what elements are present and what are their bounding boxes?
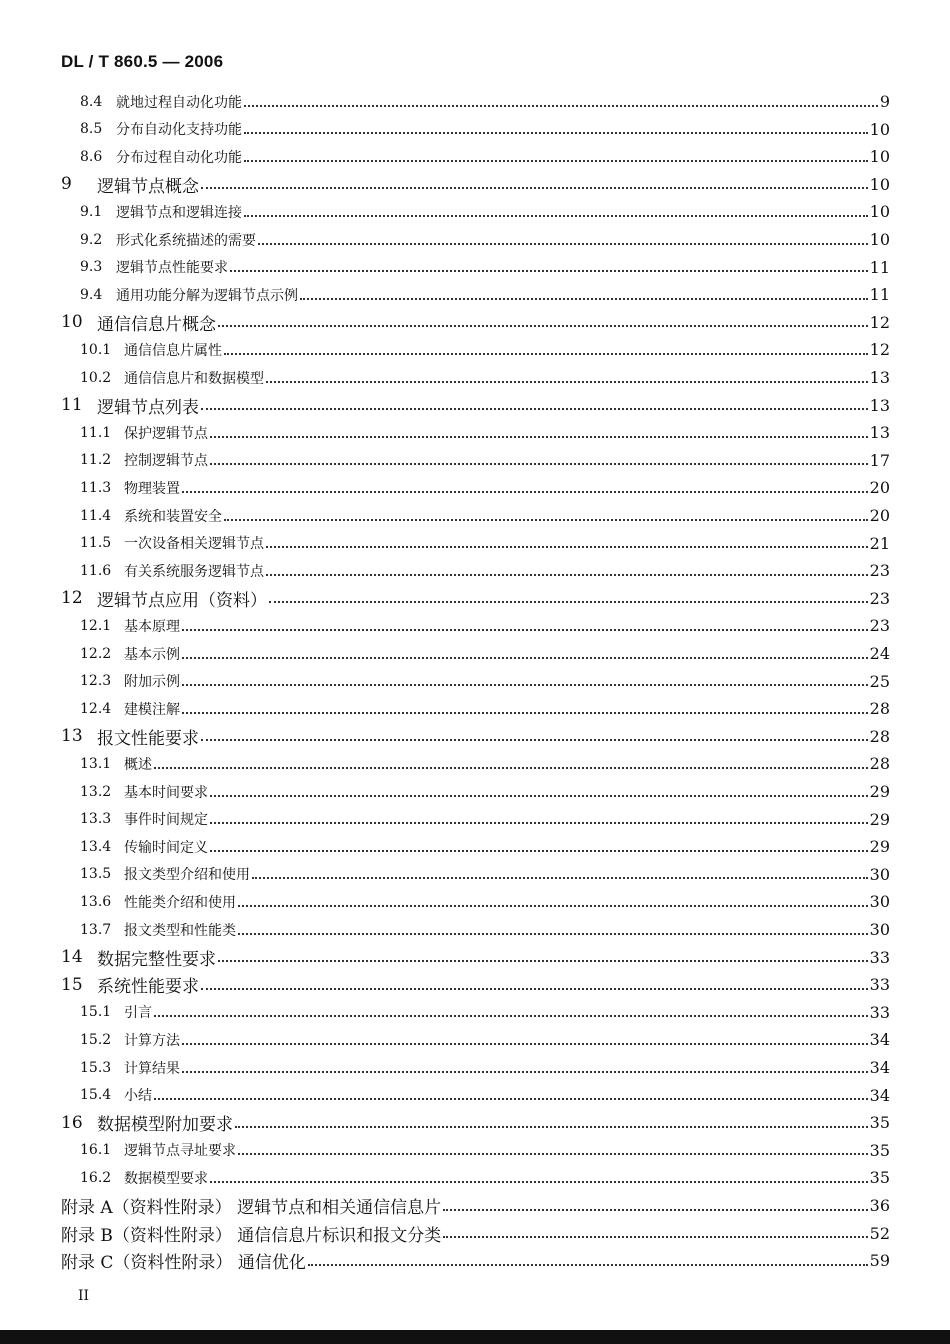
toc-dot-leader — [244, 130, 868, 134]
toc-entry-number: 13.4 — [80, 838, 112, 855]
page-number: II — [78, 1288, 90, 1304]
toc-dot-leader — [266, 572, 868, 576]
toc-entry-title: 基本原理 — [124, 618, 180, 635]
toc-dot-leader — [210, 848, 868, 852]
toc-section-entry[interactable] — [80, 116, 890, 143]
toc-entry-page: 33 — [869, 975, 890, 995]
document-code-header: DL / T 860.5 — 2006 — [61, 52, 224, 71]
toc-entry-title: 一次设备相关逻辑节点 — [124, 536, 264, 553]
toc-entry-page: 28 — [869, 699, 890, 719]
toc-dot-leader — [266, 544, 868, 548]
toc-entry-number: 10 — [61, 312, 83, 333]
toc-entry-number: 8.6 — [80, 148, 103, 165]
toc-section-entry[interactable] — [80, 1026, 890, 1053]
toc-entry-number: 12.4 — [80, 700, 112, 717]
toc-entry-title: 就地过程自动化功能 — [116, 94, 242, 111]
toc-entry-title: 保护逻辑节点 — [124, 425, 208, 442]
toc-entry-number: 10.1 — [80, 341, 112, 358]
toc-entry-page: 30 — [869, 864, 890, 884]
toc-entry-page: 11 — [869, 285, 890, 305]
toc-section-entry[interactable] — [80, 364, 890, 391]
toc-entry-number: 8.4 — [80, 93, 103, 110]
toc-section-entry[interactable] — [80, 861, 890, 888]
toc-dot-leader — [224, 351, 868, 355]
toc-section-entry[interactable] — [80, 419, 890, 446]
toc-entry-title: 计算方法 — [124, 1032, 180, 1049]
toc-entry-title: 系统性能要求 — [97, 977, 199, 998]
toc-entry-title: 报文性能要求 — [97, 728, 199, 749]
toc-entry-title: 建模注解 — [124, 701, 180, 718]
toc-entry-title: 分布过程自动化功能 — [116, 149, 242, 166]
toc-section-entry[interactable] — [80, 1137, 890, 1164]
toc-dot-leader — [258, 241, 868, 245]
toc-entry-title: 计算结果 — [124, 1060, 180, 1077]
toc-section-entry[interactable] — [80, 1082, 890, 1109]
toc-entry-title: 逻辑节点寻址要求 — [124, 1143, 236, 1160]
toc-dot-leader — [201, 406, 868, 410]
toc-entry-number: 11.1 — [80, 424, 112, 441]
toc-dot-leader — [238, 931, 868, 935]
toc-entry-title: 附录 B（资料性附录） 通信信息片标识和报文分类 — [61, 1225, 442, 1246]
toc-entry-page: 17 — [869, 450, 890, 470]
toc-entry-title: 逻辑节点列表 — [97, 397, 199, 418]
toc-entry-title: 逻辑节点应用（资料） — [97, 590, 267, 611]
toc-section-entry[interactable] — [80, 695, 890, 722]
toc-entry-page: 29 — [869, 809, 890, 829]
toc-entry-title: 形式化系统描述的需要 — [116, 232, 256, 249]
toc-entry-number: 11.5 — [80, 535, 112, 552]
toc-entry-title: 通信信息片属性 — [124, 342, 222, 359]
toc-entry-title: 性能类介绍和使用 — [124, 894, 236, 911]
toc-section-entry[interactable] — [80, 198, 890, 225]
toc-entry-page: 35 — [869, 1168, 890, 1188]
toc-section-entry[interactable] — [80, 888, 890, 915]
toc-entry-number: 16 — [61, 1112, 83, 1133]
toc-dot-leader — [230, 268, 868, 272]
toc-chapter-entry[interactable] — [61, 1247, 890, 1274]
toc-entry-title: 逻辑节点和逻辑连接 — [116, 204, 242, 221]
bottom-border — [0, 1330, 950, 1344]
toc-entry-page: 34 — [869, 1030, 890, 1050]
toc-entry-title: 概述 — [124, 756, 152, 773]
toc-entry-page: 30 — [869, 892, 890, 912]
toc-dot-leader — [238, 903, 868, 907]
toc-entry-title: 逻辑节点概念 — [97, 176, 199, 197]
toc-section-entry[interactable] — [80, 833, 890, 860]
toc-chapter-entry[interactable] — [61, 1220, 890, 1247]
toc-section-entry[interactable] — [80, 226, 890, 253]
toc-section-entry[interactable] — [80, 778, 890, 805]
toc-section-entry[interactable] — [80, 750, 890, 777]
toc-dot-leader — [182, 710, 868, 714]
toc-section-entry[interactable] — [80, 612, 890, 639]
toc-entry-number: 16.1 — [80, 1142, 112, 1159]
toc-entry-title: 数据模型附加要求 — [97, 1115, 233, 1136]
toc-entry-number: 15.1 — [80, 1004, 112, 1021]
toc-entry-page: 35 — [869, 1113, 890, 1133]
toc-entry-page: 34 — [869, 1085, 890, 1105]
toc-entry-page: 20 — [869, 506, 890, 525]
toc-dot-leader — [235, 1124, 868, 1128]
toc-entry-page: 11 — [869, 257, 890, 277]
toc-entry-page: 33 — [869, 947, 890, 967]
toc-entry-page: 21 — [869, 533, 890, 553]
toc-entry-number: 12.1 — [80, 617, 112, 634]
toc-dot-leader — [182, 682, 868, 686]
toc-entry-page: 20 — [869, 478, 890, 498]
toc-dot-leader — [308, 1262, 868, 1266]
toc-dot-leader — [210, 1179, 868, 1183]
toc-entry-title: 有关系统服务逻辑节点 — [124, 563, 264, 580]
toc-entry-page: 29 — [869, 837, 890, 857]
toc-section-entry[interactable] — [80, 1054, 890, 1081]
toc-entry-number: 11.6 — [80, 562, 112, 579]
toc-dot-leader — [182, 489, 868, 493]
toc-section-entry[interactable] — [80, 281, 890, 308]
toc-chapter-entry[interactable] — [61, 944, 890, 971]
toc-entry-page: 13 — [869, 423, 890, 443]
toc-section-entry[interactable] — [80, 336, 890, 363]
toc-dot-leader — [210, 820, 868, 824]
toc-entry-number: 9.1 — [80, 203, 103, 220]
toc-entry-number: 11 — [61, 395, 83, 416]
toc-section-entry[interactable] — [80, 447, 890, 474]
toc-entry-number: 9.3 — [80, 259, 103, 276]
toc-section-entry[interactable] — [80, 1164, 890, 1191]
toc-dot-leader — [182, 655, 868, 659]
toc-section-entry[interactable] — [80, 143, 890, 170]
toc-dot-leader — [182, 627, 868, 631]
toc-entry-page: 28 — [869, 726, 890, 746]
toc-dot-leader — [201, 986, 868, 990]
toc-section-entry[interactable] — [80, 557, 890, 584]
toc-entry-title: 逻辑节点性能要求 — [116, 260, 228, 277]
toc-dot-leader — [269, 599, 868, 603]
toc-entry-title: 系统和装置安全 — [124, 508, 222, 525]
toc-entry-title: 通用功能分解为逻辑节点示例 — [116, 287, 298, 304]
toc-section-entry[interactable] — [80, 530, 890, 557]
toc-entry-number: 15.2 — [80, 1031, 112, 1048]
toc-entry-title: 基本时间要求 — [124, 784, 208, 801]
toc-entry-page: 36 — [869, 1196, 890, 1215]
toc-entry-page: 10 — [869, 147, 890, 167]
toc-entry-page: 10 — [869, 119, 890, 139]
toc-dot-leader — [201, 737, 868, 741]
toc-entry-page: 10 — [869, 174, 890, 194]
toc-entry-number: 12 — [61, 588, 83, 609]
toc-section-entry[interactable] — [80, 88, 890, 115]
toc-entry-number: 9.2 — [80, 231, 103, 248]
toc-entry-page: 59 — [869, 1251, 890, 1271]
toc-entry-page: 12 — [869, 312, 890, 332]
toc-entry-title: 分布自动化支持功能 — [116, 122, 242, 139]
toc-entry-number: 13 — [61, 726, 83, 747]
toc-entry-title: 附录 A（资料性附录） 逻辑节点和相关通信信息片 — [61, 1198, 442, 1218]
toc-chapter-entry[interactable] — [61, 1109, 890, 1136]
toc-entry-title: 基本示例 — [124, 646, 180, 663]
toc-dot-leader — [154, 1096, 868, 1100]
toc-entry-page: 10 — [869, 230, 890, 249]
toc-entry-title: 物理装置 — [124, 480, 180, 497]
toc-section-entry[interactable] — [80, 806, 890, 833]
toc-entry-page: 12 — [869, 340, 890, 360]
toc-entry-number: 11.2 — [80, 452, 112, 469]
toc-entry-number: 13.3 — [80, 811, 112, 828]
toc-dot-leader — [238, 1151, 868, 1155]
toc-entry-number: 14 — [61, 947, 83, 968]
toc-dot-leader — [182, 1069, 868, 1073]
toc-entry-number: 13.5 — [80, 866, 112, 883]
toc-dot-leader — [201, 185, 868, 189]
toc-entry-number: 9 — [61, 174, 72, 195]
toc-entry-number: 13.6 — [80, 893, 112, 910]
toc-section-entry[interactable] — [80, 916, 890, 943]
toc-entry-page: 33 — [869, 1002, 890, 1022]
toc-section-entry[interactable] — [80, 254, 890, 281]
toc-dot-leader — [182, 1041, 868, 1045]
toc-entry-title: 传输时间定义 — [124, 839, 208, 856]
toc-dot-leader — [244, 103, 878, 107]
toc-chapter-entry[interactable] — [61, 585, 890, 612]
toc-entry-page: 13 — [869, 368, 890, 387]
toc-entry-title: 附录 C（资料性附录） 通信优化 — [61, 1253, 306, 1274]
toc-chapter-entry[interactable] — [61, 171, 890, 198]
toc-entry-number: 11.4 — [80, 507, 112, 524]
toc-dot-leader — [244, 158, 868, 162]
toc-entry-number: 16.2 — [80, 1169, 112, 1186]
toc-entry-page: 34 — [869, 1058, 890, 1077]
toc-section-entry[interactable] — [80, 668, 890, 695]
toc-section-entry[interactable] — [80, 474, 890, 501]
toc-chapter-entry[interactable] — [61, 392, 890, 419]
toc-entry-number: 9.4 — [80, 286, 103, 303]
toc-entry-page: 23 — [869, 616, 890, 636]
toc-dot-leader — [218, 323, 868, 327]
toc-chapter-entry[interactable] — [61, 309, 890, 336]
toc-entry-page: 9 — [879, 92, 890, 111]
toc-dot-leader — [224, 517, 868, 521]
toc-dot-leader — [443, 1207, 868, 1211]
toc-dot-leader — [210, 434, 868, 438]
toc-entry-page: 24 — [869, 644, 890, 663]
toc-entry-page: 23 — [869, 561, 890, 581]
toc-dot-leader — [443, 1234, 867, 1238]
toc-section-entry[interactable] — [80, 999, 890, 1026]
toc-entry-page: 13 — [869, 395, 890, 415]
toc-section-entry[interactable] — [80, 502, 890, 529]
toc-entry-title: 通信信息片和数据模型 — [124, 370, 264, 387]
toc-entry-title: 报文类型和性能类 — [124, 922, 236, 939]
toc-entry-title: 数据完整性要求 — [97, 949, 216, 970]
toc-entry-page: 25 — [869, 671, 890, 691]
toc-entry-number: 15.4 — [80, 1087, 112, 1104]
toc-entry-page: 30 — [869, 920, 890, 939]
toc-entry-title: 数据模型要求 — [124, 1170, 208, 1187]
toc-entry-number: 13.7 — [80, 921, 112, 938]
toc-dot-leader — [154, 765, 868, 769]
toc-dot-leader — [252, 875, 868, 879]
toc-dot-leader — [210, 793, 868, 797]
toc-entry-title: 引言 — [124, 1005, 152, 1022]
toc-dot-leader — [300, 296, 868, 300]
toc-entry-title: 通信信息片概念 — [97, 314, 216, 335]
toc-entry-page: 23 — [869, 588, 890, 608]
toc-entry-title: 事件时间规定 — [124, 812, 208, 829]
toc-entry-page: 52 — [869, 1223, 890, 1243]
toc-dot-leader — [244, 213, 868, 217]
toc-entry-number: 8.5 — [80, 121, 103, 138]
toc-entry-title: 小结 — [124, 1088, 152, 1105]
toc-dot-leader — [210, 461, 868, 465]
toc-entry-number: 13.2 — [80, 783, 112, 800]
toc-entry-number: 12.2 — [80, 645, 112, 662]
toc-entry-number: 15 — [61, 974, 83, 995]
toc-dot-leader — [266, 379, 868, 383]
toc-entry-page: 28 — [869, 754, 890, 774]
toc-entry-page: 35 — [869, 1140, 890, 1160]
toc-entry-number: 15.3 — [80, 1059, 112, 1076]
toc-chapter-entry[interactable] — [61, 971, 890, 998]
toc-entry-number: 13.1 — [80, 755, 112, 772]
toc-chapter-entry[interactable] — [61, 1192, 890, 1219]
toc-entry-page: 29 — [869, 782, 890, 801]
toc-entry-number: 11.3 — [80, 479, 112, 496]
toc-chapter-entry[interactable] — [61, 723, 890, 750]
toc-entry-title: 报文类型介绍和使用 — [124, 867, 250, 884]
toc-dot-leader — [154, 1013, 868, 1017]
toc-entry-number: 12.3 — [80, 673, 112, 690]
toc-entry-title: 附加示例 — [124, 674, 180, 691]
toc-section-entry[interactable] — [80, 640, 890, 667]
toc-entry-number: 10.2 — [80, 369, 112, 386]
toc-entry-title: 控制逻辑节点 — [124, 453, 208, 470]
toc-dot-leader — [218, 958, 868, 962]
toc-entry-page: 10 — [869, 202, 890, 222]
